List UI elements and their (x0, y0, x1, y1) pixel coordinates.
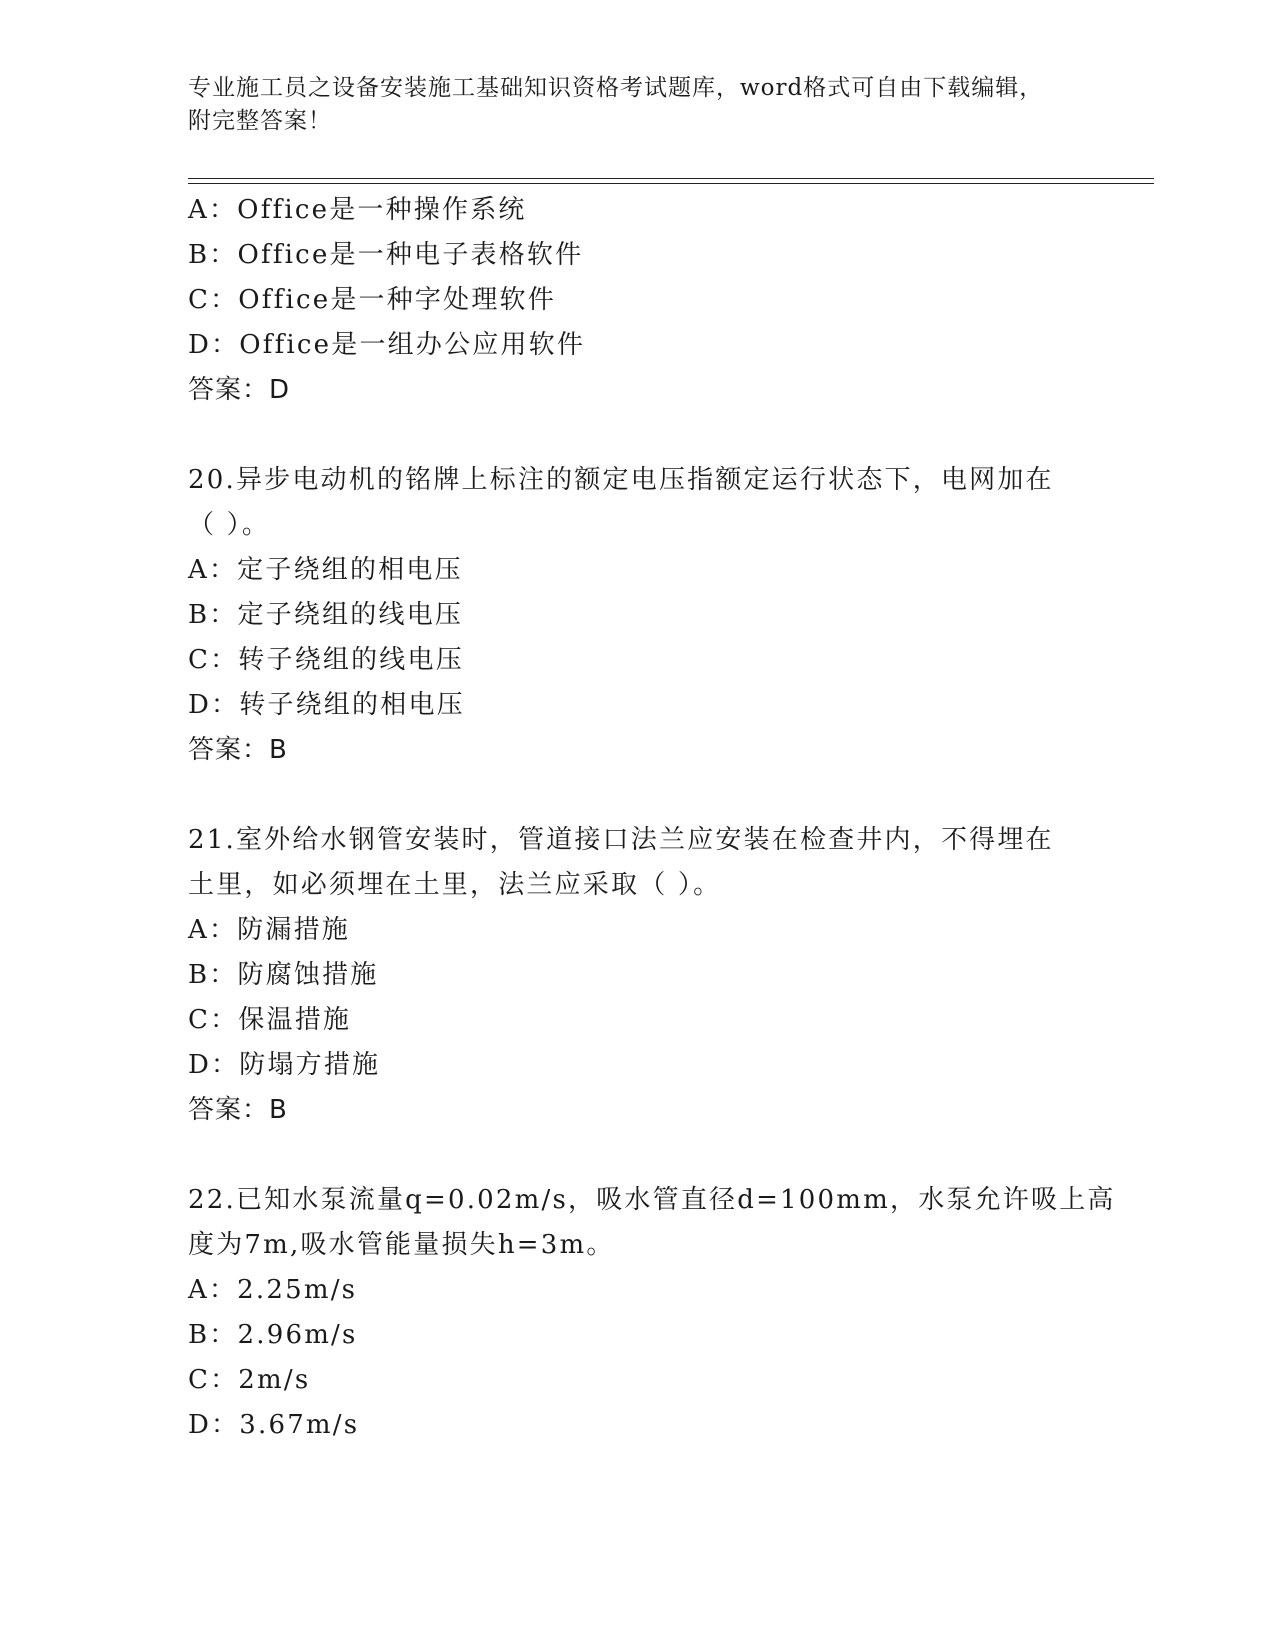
q21-option-a: A：防漏措施 (188, 915, 350, 945)
q20-stem-line-1: 20.异步电动机的铭牌上标注的额定电压指额定运行状态下，电网加在 (188, 465, 1054, 495)
q21-option-d: D：防塌方措施 (188, 1050, 381, 1080)
q22-stem-line-1: 22.已知水泵流量q=0.02m/s，吸水管直径d=100mm，水泵允许吸上高 (188, 1185, 1116, 1215)
header-line-2: 附完整答案！ (188, 108, 332, 134)
q19-option-b: B：Office是一种电子表格软件 (188, 240, 584, 270)
q22-option-b: B：2.96m/s (188, 1320, 358, 1350)
q19-option-a: A：Office是一种操作系统 (188, 195, 527, 225)
q21-stem-line-2: 土里，如必须埋在土里，法兰应采取（ ）。 (188, 870, 722, 900)
q21-option-c: C：保温措施 (188, 1005, 352, 1035)
q19-option-d: D：Office是一组办公应用软件 (188, 330, 586, 360)
q20-stem-line-2: （ ）。 (188, 510, 271, 540)
header-divider-bottom (188, 183, 1154, 184)
q19-answer: 答案：D (188, 375, 291, 405)
q22-stem-line-2: 度为7m,吸水管能量损失h=3m。 (188, 1230, 615, 1260)
header-line-1: 专业施工员之设备安装施工基础知识资格考试题库，word格式可自由下载编辑， (188, 75, 1044, 101)
q21-option-b: B：防腐蚀措施 (188, 960, 379, 990)
q20-option-b: B：定子绕组的线电压 (188, 600, 464, 630)
q20-option-d: D：转子绕组的相电压 (188, 690, 465, 720)
q19-option-c: C：Office是一种字处理软件 (188, 285, 556, 315)
q20-option-a: A：定子绕组的相电压 (188, 555, 463, 585)
q21-stem-line-1: 21.室外给水钢管安装时，管道接口法兰应安装在检查井内，不得埋在 (188, 825, 1054, 855)
document-header (188, 72, 1068, 138)
q22-option-a: A：2.25m/s (188, 1275, 358, 1305)
q20-option-c: C：转子绕组的线电压 (188, 645, 464, 675)
q21-answer: 答案：B (188, 1095, 288, 1125)
q20-answer: 答案：B (188, 735, 288, 765)
q22-option-d: D：3.67m/s (188, 1410, 360, 1440)
q22-option-c: C：2m/s (188, 1365, 311, 1395)
header-divider-top (188, 178, 1154, 179)
